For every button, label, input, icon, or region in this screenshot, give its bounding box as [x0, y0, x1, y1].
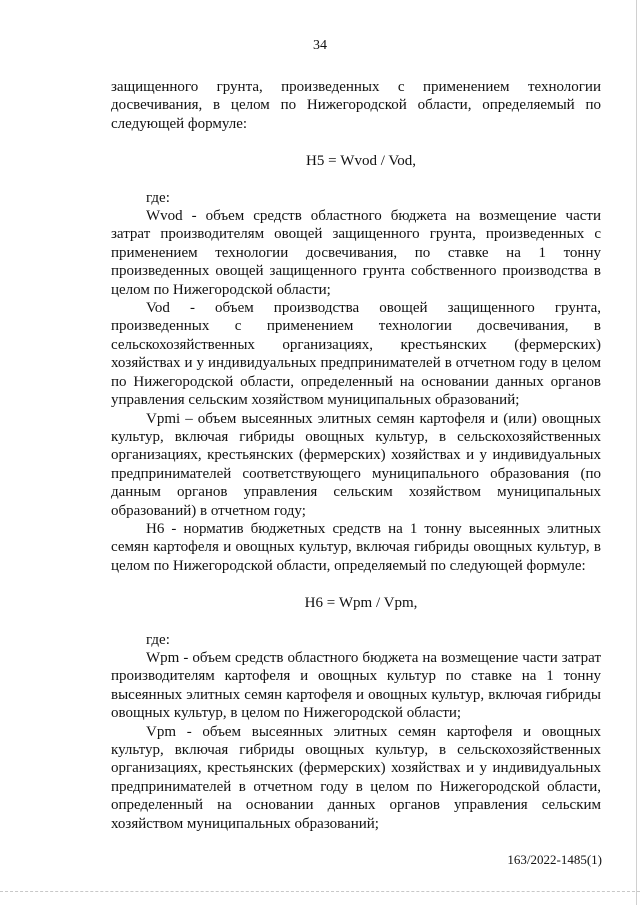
paragraph-h6-intro: Н6 - норматив бюджетных средств на 1 тонну высеянных элитных семян картофеля и овощных культур, включая гибриды овощных культур, в целом по Нижегородской области, определяемый по следующей формуле: [111, 520, 601, 574]
paragraph-h5-intro: защищенного грунта, произведенных с применением технологии досвечивания, в целом по Нижегородской области, определяемый по следующей формуле: [111, 79, 601, 132]
document-body [111, 78, 601, 833]
where-label-h5: где: [146, 189, 170, 206]
paragraph-wvod: Wvod - объем средств областного бюджета на возмещение части затрат производителям овощей защищенного грунта, произведенных с применением технологии досвечивания, по ставке на 1 тонну произведенных овощей защищенного грунта собственного производства в целом по Нижегородской области; [111, 208, 601, 298]
scan-bottom-edge [0, 891, 640, 892]
paragraph-vpmi: Vpmi – объем высеянных элитных семян картофеля и (или) овощных культур, включая гибриды овощных культур, в сельскохозяйственных организациях, крестьянских (фермерских) хозяйствах и у индивидуальных предпринимателей соответствующего муниципального образования (по данным органов управления сельским хозяйством муниципальных образований) в отчетном году; [111, 410, 601, 519]
scan-right-edge [636, 0, 637, 905]
where-label-h6: где: [146, 631, 170, 648]
paragraph-vod: Vod - объем производства овощей защищенного грунта, произведенных с применением технологии досвечивания, в сельскохозяйственных организациях, крестьянских (фермерских) хозяйствах и у индивидуальных предпринимателей в отчетном году в целом по Нижегородской области, определенный на основании данных органов управления сельским хозяйством муниципальных образований; [111, 300, 601, 409]
paragraph-vpm: Vpm - объем высеянных элитных семян картофеля и овощных культур, включая гибриды овощных культур, в сельскохозяйственных организациях, крестьянских (фермерских) хозяйствах и у индивидуальных предпринимателей в отчетном году в целом по Нижегородской области, определенный на основании данных органов управления сельским хозяйством муниципальных образований; [111, 723, 601, 832]
formula-h5: Н5 = Wvod / Vod, [306, 153, 416, 170]
page-number: 34 [313, 38, 327, 53]
formula-h6: Н6 = Wpm / Vpm, [304, 595, 418, 612]
document-code: 163/2022-1485(1) [507, 852, 602, 867]
paragraph-wpm: Wpm - объем средств областного бюджета на возмещение части затрат производителям картофеля и овощных культур по ставке на 1 тонну высеянных элитных семян картофеля и овощных культур, включая гибриды овощных культур, в целом по Нижегородской области; [111, 649, 601, 722]
